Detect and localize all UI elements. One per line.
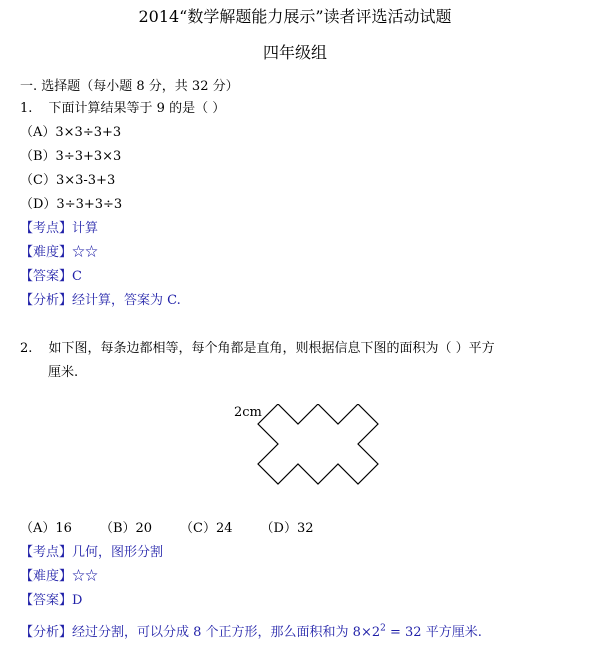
q2-fenxi-tag: 【分析】 [20,625,73,640]
q2-daan-value: D [72,593,83,608]
q1-nandu-tag: 【难度】 [20,245,73,260]
q2-nandu-tag: 【难度】 [20,569,73,584]
q2-option-b: （B）20 [99,521,153,536]
q2-kaodian-tag: 【考点】 [20,545,73,560]
q2-option-a: （A）16 [20,521,72,536]
question-1 [20,100,225,118]
q2-fenxi-pre: 经过分割，可以分成 8 个正方形，那么面积和为 8×2 [72,625,381,640]
q2-nandu-value: ☆☆ [72,569,99,584]
q2-kaodian-value: 几何，图形分割 [72,545,164,560]
q1-daan-tag: 【答案】 [20,269,73,284]
q2-fenxi-exponent: 2 [380,623,386,634]
q2-fenxi-post: = 32 平方厘米. [385,625,482,640]
q2-daan-tag: 【答案】 [20,593,73,608]
q2-options [20,520,342,538]
q2-daan [20,592,82,610]
q1-daan-value: C [72,269,82,284]
question-2-text-line1: 如下图，每条边都相等，每个角都是直角，则根据信息下图的面积为（ ）平方 [48,341,495,356]
q1-option-b: （B）3÷3+3×3 [20,149,122,164]
q1-fenxi-tag: 【分析】 [20,293,73,308]
cross-polygon [258,404,378,484]
question-2-number: 2. [20,341,33,356]
question-2 [20,340,495,358]
question-2-text-line2: 厘米. [48,365,79,380]
page-title: 2014“数学解题能力展示”读者评选活动试题 [138,7,452,26]
grade-heading: 四年级组 [262,43,327,62]
q1-daan [20,268,82,286]
question-1-text: 下面计算结果等于 9 的是（ ） [48,101,226,116]
question-1-number: 1. [20,101,33,116]
q2-nandu [20,568,98,586]
figure-side-label: 2cm [234,405,262,420]
section-heading: 一. 选择题（每小题 8 分，共 32 分） [20,79,239,94]
shape-figure [230,404,390,508]
q2-option-c: （C）24 [180,521,233,536]
q2-option-d: （D）32 [260,521,314,536]
q1-fenxi [20,292,181,310]
q1-option-d: （D）3÷3+3÷3 [20,197,123,212]
q1-kaodian-value: 计算 [72,221,99,236]
q1-kaodian [20,220,98,238]
q1-option-a: （A）3×3÷3+3 [20,125,122,140]
q1-option-c: （C）3×3-3+3 [20,173,116,188]
q2-fenxi [20,624,482,642]
q1-kaodian-tag: 【考点】 [20,221,73,236]
q2-kaodian [20,544,163,562]
q1-nandu-value: ☆☆ [72,245,99,260]
q1-nandu [20,244,98,262]
q1-fenxi-value: 经计算，答案为 C. [72,293,181,308]
